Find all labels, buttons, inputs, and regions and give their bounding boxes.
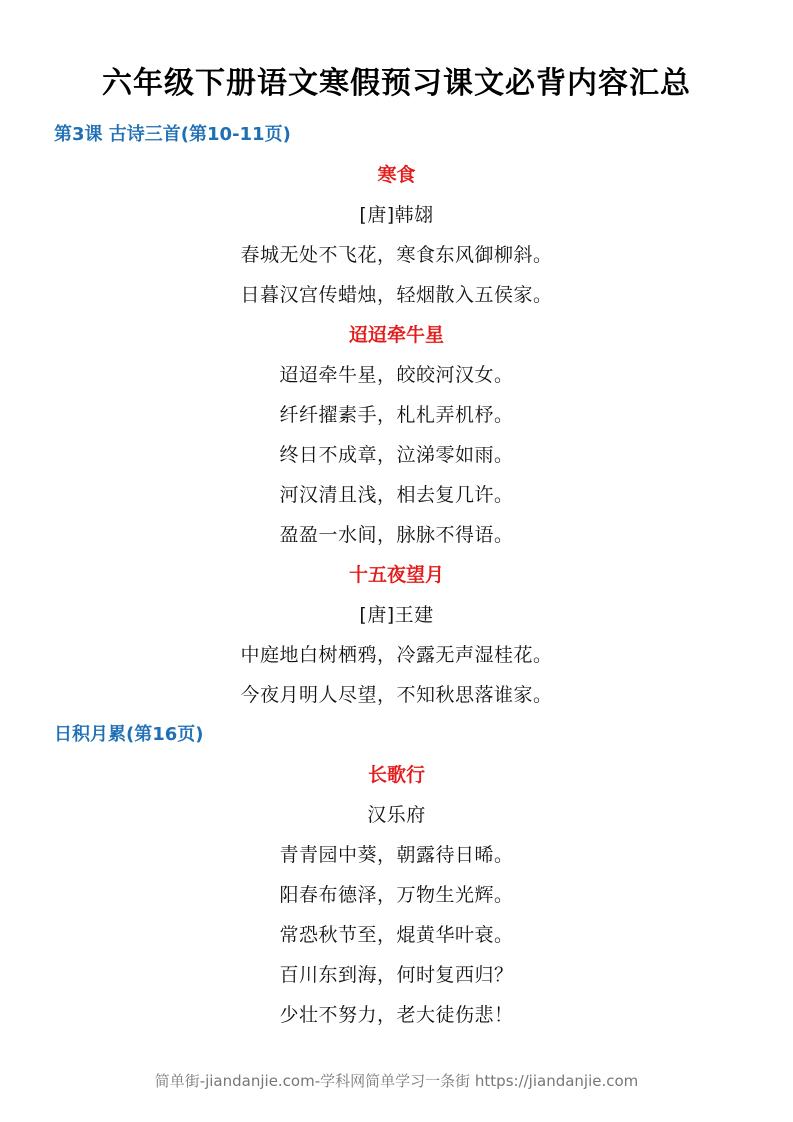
page-title: 六年级下册语文寒假预习课文必背内容汇总 bbox=[102, 66, 691, 101]
poem-title-hanshi: 寒食 bbox=[377, 164, 416, 186]
poem-title-tiaotiao: 迢迢牵牛星 bbox=[348, 324, 444, 346]
poem-title-shiwuye: 十五夜望月 bbox=[348, 564, 444, 586]
poem-line-hanshi-2: 日暮汉宫传蜡烛，轻烟散入五侯家。 bbox=[240, 284, 553, 306]
section-heading-lesson3: 第3课 古诗三首(第10-11页) bbox=[54, 124, 291, 145]
poem-line-tiaotiao-1: 迢迢牵牛星，皎皎河汉女。 bbox=[279, 364, 514, 386]
poem-author-changgexing: 汉乐府 bbox=[367, 804, 426, 826]
poem-line-tiaotiao-2: 纤纤擢素手，札札弄机杼。 bbox=[279, 404, 514, 426]
poem-title-changgexing: 长歌行 bbox=[367, 764, 425, 786]
poem-line-changgexing-1: 青青园中葵，朝露待日晞。 bbox=[279, 844, 514, 866]
poem-author-hanshi: [唐]韩翃 bbox=[359, 204, 434, 226]
poem-author-shiwuye: [唐]王建 bbox=[359, 604, 434, 626]
poem-line-tiaotiao-5: 盈盈一水间，脉脉不得语。 bbox=[279, 524, 514, 546]
poem-line-shiwuye-1: 中庭地白树栖鸦，冷露无声湿桂花。 bbox=[240, 644, 553, 666]
poem-line-changgexing-4: 百川东到海，何时复西归？ bbox=[279, 964, 514, 986]
poem-line-tiaotiao-3: 终日不成章，泣涕零如雨。 bbox=[279, 444, 514, 466]
poem-line-changgexing-5: 少壮不努力，老大徒伤悲！ bbox=[279, 1004, 514, 1026]
poem-line-changgexing-2: 阳春布德泽，万物生光辉。 bbox=[279, 884, 514, 906]
section-heading-rijiyuelei: 日积月累(第16页) bbox=[54, 724, 204, 745]
poem-line-changgexing-3: 常恐秋节至，焜黄华叶衰。 bbox=[279, 924, 514, 946]
poem-line-hanshi-1: 春城无处不飞花，寒食东风御柳斜。 bbox=[240, 244, 553, 266]
poem-line-tiaotiao-4: 河汉清且浅，相去复几许。 bbox=[279, 484, 514, 506]
footer-watermark: 简单街-jiandanjie.com-学科网简单学习一条街 https://jiandanjie.com bbox=[154, 1072, 639, 1090]
poem-line-shiwuye-2: 今夜月明人尽望，不知秋思落谁家。 bbox=[240, 684, 553, 706]
